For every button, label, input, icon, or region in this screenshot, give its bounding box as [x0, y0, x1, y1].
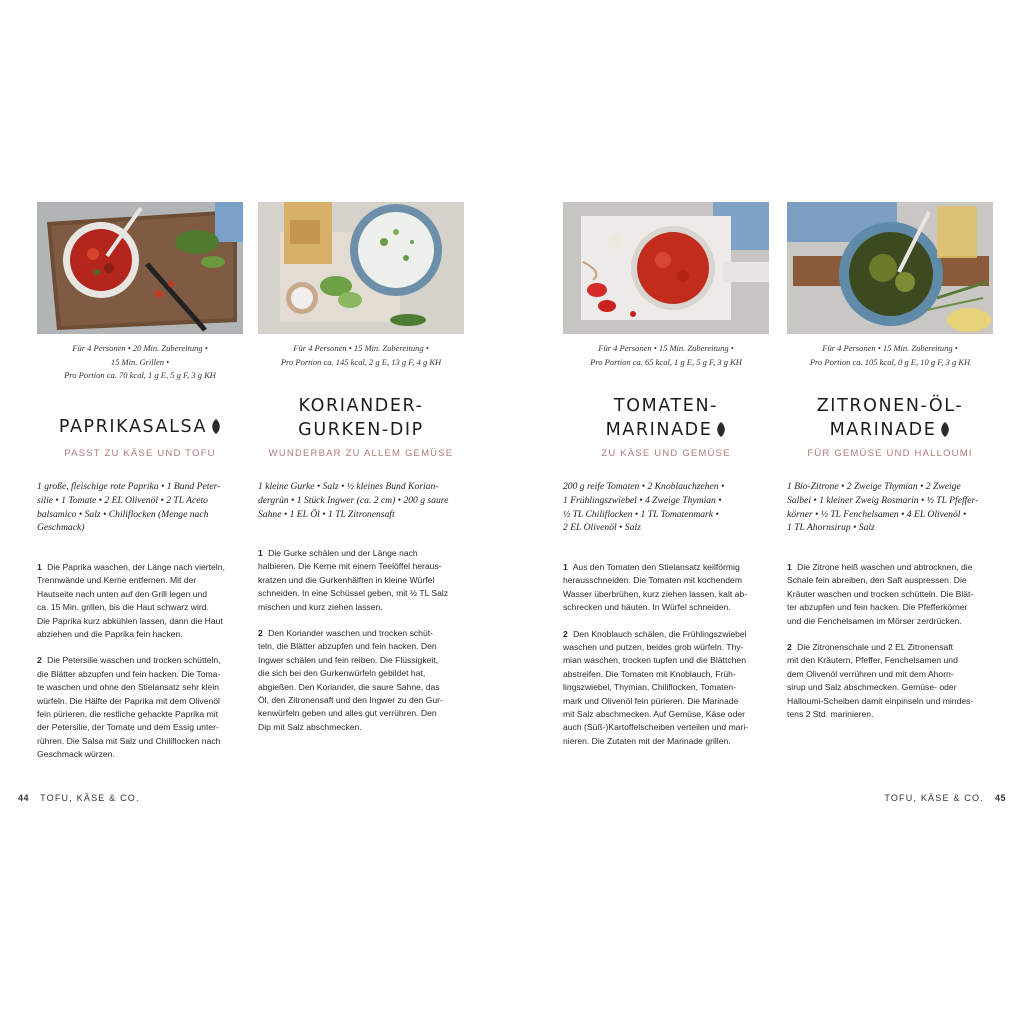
leaf-icon: [211, 417, 221, 441]
title-line: GURKEN-DIP: [298, 420, 424, 440]
step-text: halbieren. Die Kerne mit einem Teelöffel heraus-: [258, 561, 442, 572]
ingredient-line: 2 EL Olivenöl • Salz: [563, 522, 641, 534]
step-text: Halloumi-Scheiben damit einpinseln und mindes-: [787, 695, 974, 706]
step-text: Wasser überbrühen, kurz ziehen lassen, kalt ab-: [563, 588, 748, 599]
step-text: Dip mit Salz abschmecken.: [258, 721, 362, 732]
ingredient-line: balsamico • Salz • Chiliflocken (Menge nach: [37, 508, 209, 520]
step-text: ter abzupfen und fein hacken. Die Pfefferkörner: [787, 602, 968, 613]
ingredient-line: 1 Frühlingszwiebel • 4 Zweige Thymian •: [563, 494, 722, 506]
step-line: [787, 562, 973, 572]
page-number: 44: [18, 793, 30, 803]
right-page: [512, 0, 1024, 1024]
step-number: 2: [37, 655, 42, 666]
leaf-icon: [940, 420, 950, 444]
step-2: [258, 627, 464, 734]
step-text: herausschneiden. Die Tomaten mit kochendem: [563, 575, 742, 586]
ingredient-line: dergrün • 1 Stück Ingwer (ca. 2 cm) • 200 g saure: [258, 494, 449, 506]
ingredient-line: silie • 1 Tomate • 2 EL Olivenöl • 2 TL Aceto: [37, 494, 208, 506]
step-1: [563, 561, 769, 615]
section-title: TOFU, KÄSE & CO.: [884, 793, 984, 803]
ingredient-list: [258, 480, 464, 521]
title-line: MARINADE: [605, 420, 713, 440]
step-text: mischen und kurz ziehen lassen.: [258, 601, 383, 612]
step-text: Den Knoblauch schälen, die Frühlingszwiebel: [573, 628, 747, 639]
step-text: kratzen und die Gurkenhälften in kleine Würfel: [258, 574, 435, 585]
page-number: 45: [994, 793, 1006, 803]
ingredient-line: 1 TL Ahornsirup • Salz: [787, 522, 875, 534]
step-number: 2: [563, 628, 568, 639]
ingredient-line: 200 g reife Tomaten • 2 Knoblauchzehen •: [563, 481, 725, 492]
step-text: mit den Kräutern, Pfeffer, Fenchelsamen und: [787, 655, 958, 666]
step-1: [787, 561, 993, 628]
meta-line: Pro Portion ca. 105 kcal, 0 g E, 10 g F, 3 g KH: [809, 356, 971, 367]
ingredient-list: [563, 480, 769, 535]
step-text: mark und Olivenöl fein pürieren. Die Marinade: [563, 695, 739, 706]
recipe-meta: [258, 342, 464, 369]
title-line: MARINADE: [829, 420, 937, 440]
step-text: rühren. Die Salsa mit Salz und Chiliflocken nach: [37, 735, 221, 746]
step-number: 2: [787, 642, 792, 653]
recipe-meta: [787, 342, 993, 369]
ingredient-line: 1 Bio-Zitrone • 2 Zweige Thymian • 2 Zweige: [787, 481, 961, 492]
step-text: waschen und putzen, beides grob würfeln. Thy-: [563, 642, 744, 653]
ingredient-list: [787, 480, 993, 535]
step-text: Trennwände und Kerne entfernen. Mit der: [37, 575, 197, 586]
recipe-meta: [563, 342, 769, 369]
step-number: 1: [258, 548, 263, 558]
ingredient-line: Geschmack): [37, 522, 85, 534]
ingredient-line: 1 kleine Gurke • Salz • ½ kleines Bund Korian-: [258, 481, 439, 492]
page-footer-right: [884, 793, 1006, 803]
step-text: nieren. Die Zutaten mit der Marinade grillen.: [563, 735, 731, 746]
page-footer-left: [18, 793, 140, 803]
meta-line: Pro Portion ca. 70 kcal, 1 g E, 5 g F, 3 g KH: [64, 370, 216, 380]
recipe-subtitle: FÜR GEMÜSE UND HALLOUMI: [807, 448, 973, 459]
title-line: PAPRIKASALSA: [58, 417, 208, 437]
step-2: [37, 654, 243, 761]
ingredient-line: Salbei • 1 kleiner Zweig Rosmarin • ½ TL Pfeffer-: [787, 494, 979, 506]
step-text: mian waschen, trocken tupfen und die Blättchen: [563, 655, 746, 666]
step-text: tens 2 Std. marinieren.: [787, 709, 874, 720]
step-text: kenwürfeln geben und alles gut verrühren. Den: [258, 708, 437, 719]
step-text: Den Koriander waschen und trocken schüt-: [268, 628, 433, 639]
recipe-title: [29, 415, 251, 441]
step-text: teln, die Blätter abzupfen und fein hacken. Den: [258, 641, 437, 652]
step-text: lingszwiebel, Thymian, Chiliflocken, Tomaten-: [563, 682, 737, 693]
step-text: und die Fenchelsamen im Mörser zerdrücken.: [787, 615, 962, 626]
step-text: fein pürieren, die restliche gehackte Paprika mit: [37, 709, 219, 720]
meta-line: Pro Portion ca. 145 kcal, 2 g E, 13 g F, 4 g KH: [280, 356, 442, 367]
step-text: Die Paprika waschen, der Länge nach vierteln,: [47, 562, 225, 572]
step-text: Öl, den Zitronensaft und den Ingwer zu den Gur-: [258, 695, 443, 706]
recipe-subtitle: ZU KÄSE UND GEMÜSE: [601, 448, 731, 459]
step-2: [563, 628, 769, 749]
meta-line: Für 4 Personen • 15 Min. Zubereitung •: [293, 343, 429, 353]
meta-line: Für 4 Personen • 15 Min. Zubereitung •: [822, 343, 958, 353]
step-line: [37, 562, 225, 572]
ingredient-line: ½ TL Chiliflocken • 1 TL Tomatenmark •: [563, 508, 719, 520]
step-text: Aus den Tomaten den Stielansatz keilförmig: [572, 562, 740, 572]
title-line: TOMATEN-: [613, 396, 719, 416]
step-text: dem Olivenöl verrühren und mit dem Ahorn-: [787, 668, 954, 679]
step-text: ca. 15 Min. grillen, bis die Haut schwarz wird.: [37, 602, 209, 613]
step-line: [563, 562, 740, 572]
meta-line: Für 4 Personen • 20 Min. Zubereitung •: [72, 343, 208, 353]
step-text: Die Zitrone heiß waschen und abtrocknen, die: [797, 562, 973, 572]
recipe-steps: [258, 547, 464, 747]
step-line: [258, 628, 433, 638]
leaf-icon: [716, 420, 726, 444]
step-line: [787, 642, 953, 652]
step-number: 1: [787, 562, 792, 572]
step-text: Schale fein abreiben, den Saft auspressen. Die: [787, 575, 967, 586]
step-line: [37, 655, 221, 665]
meta-line: 15 Min. Grillen •: [110, 356, 170, 367]
recipe-steps: [563, 561, 769, 761]
step-text: te waschen und ohne den Stielansatz sehr klein: [37, 682, 220, 693]
meta-line: Für 4 Personen • 15 Min. Zubereitung •: [598, 343, 734, 353]
step-text: Kräuter waschen und trocken schütteln. Die Blät-: [787, 588, 974, 599]
recipe-title: [555, 394, 777, 444]
step-text: die sich bei den Gurkenwürfeln gebildet hat,: [258, 668, 426, 679]
step-text: Die Zitronenschale und 2 EL Zitronensaft: [797, 642, 954, 653]
step-text: Geschmack würzen.: [37, 749, 115, 760]
step-text: abgießen. Den Koriander, die saure Sahne, das: [258, 681, 440, 692]
step-1: [258, 547, 464, 614]
step-text: Die Gurke schälen und der Länge nach: [268, 548, 418, 558]
ingredient-line: Sahne • 1 EL Öl • 1 TL Zitronensaft: [258, 508, 395, 520]
title-line: ZITRONEN-ÖL-: [816, 396, 964, 416]
recipe-meta: [37, 342, 243, 383]
ingredient-line: 1 große, fleischige rote Paprika • 1 Bund Peter-: [37, 481, 221, 492]
step-line: [563, 629, 747, 639]
recipe-steps: [787, 561, 993, 734]
step-text: abziehen und die Paprika fein hacken.: [37, 629, 183, 640]
tomaten-marinade-photo: [563, 202, 769, 334]
step-text: Die Petersilie waschen und trocken schütteln,: [47, 655, 221, 666]
recipe-title: [779, 394, 1001, 444]
step-text: würfeln. Die Hälfte der Paprika mit dem Olivenöl: [37, 695, 220, 706]
meta-line: Pro Portion ca. 65 kcal, 1 g E, 5 g F, 3 g KH: [590, 356, 742, 367]
step-line: [258, 548, 418, 558]
step-text: mit Salz abschmecken. Auf Gemüse, Käse oder: [563, 709, 745, 720]
section-title: TOFU, KÄSE & CO.: [40, 793, 140, 803]
recipe-steps: [37, 561, 243, 775]
zitronen-oel-marinade-photo: [787, 202, 993, 334]
koriander-gurken-dip-photo: [258, 202, 464, 334]
step-number: 1: [37, 562, 42, 572]
step-number: 1: [563, 562, 568, 572]
title-line: KORIANDER-: [298, 396, 424, 416]
step-text: schneiden. In eine Schüssel geben, mit ½ TL Salz: [258, 588, 449, 599]
paprika-salsa-photo: [37, 202, 243, 334]
step-text: sirup und Salz abschmecken. Gemüse- oder: [787, 682, 957, 693]
recipe-subtitle: WUNDERBAR ZU ALLEM GEMÜSE: [268, 448, 454, 459]
step-text: die Blätter abzupfen und fein hacken. Die Toma-: [37, 668, 221, 679]
step-text: Die Paprika kurz abkühlen lassen, dann die Haut: [37, 615, 223, 626]
recipe-subtitle: PASST ZU KÄSE UND TOFU: [64, 448, 216, 459]
ingredient-line: körner • ½ TL Fenchelsamen • 4 EL Olivenöl •: [787, 508, 967, 520]
step-number: 2: [258, 628, 263, 639]
step-text: abstreifen. Die Tomaten mit Knoblauch, Früh-: [563, 668, 736, 679]
step-2: [787, 641, 993, 721]
ingredient-list: [37, 480, 243, 535]
step-1: [37, 561, 243, 641]
step-text: auch (Süß-)Kartoffelscheiben verteilen und mari-: [563, 722, 749, 733]
step-text: Ingwer schälen und fein reiben. Die Flüssigkeit,: [258, 654, 439, 665]
step-text: schrecken und häuten. In Würfel schneiden.: [563, 602, 731, 613]
step-text: der Petersilie, der Tomate und dem Essig unter-: [37, 722, 219, 733]
step-text: Hautseite nach unten auf den Grill legen und: [37, 588, 208, 599]
recipe-title: [250, 394, 472, 442]
